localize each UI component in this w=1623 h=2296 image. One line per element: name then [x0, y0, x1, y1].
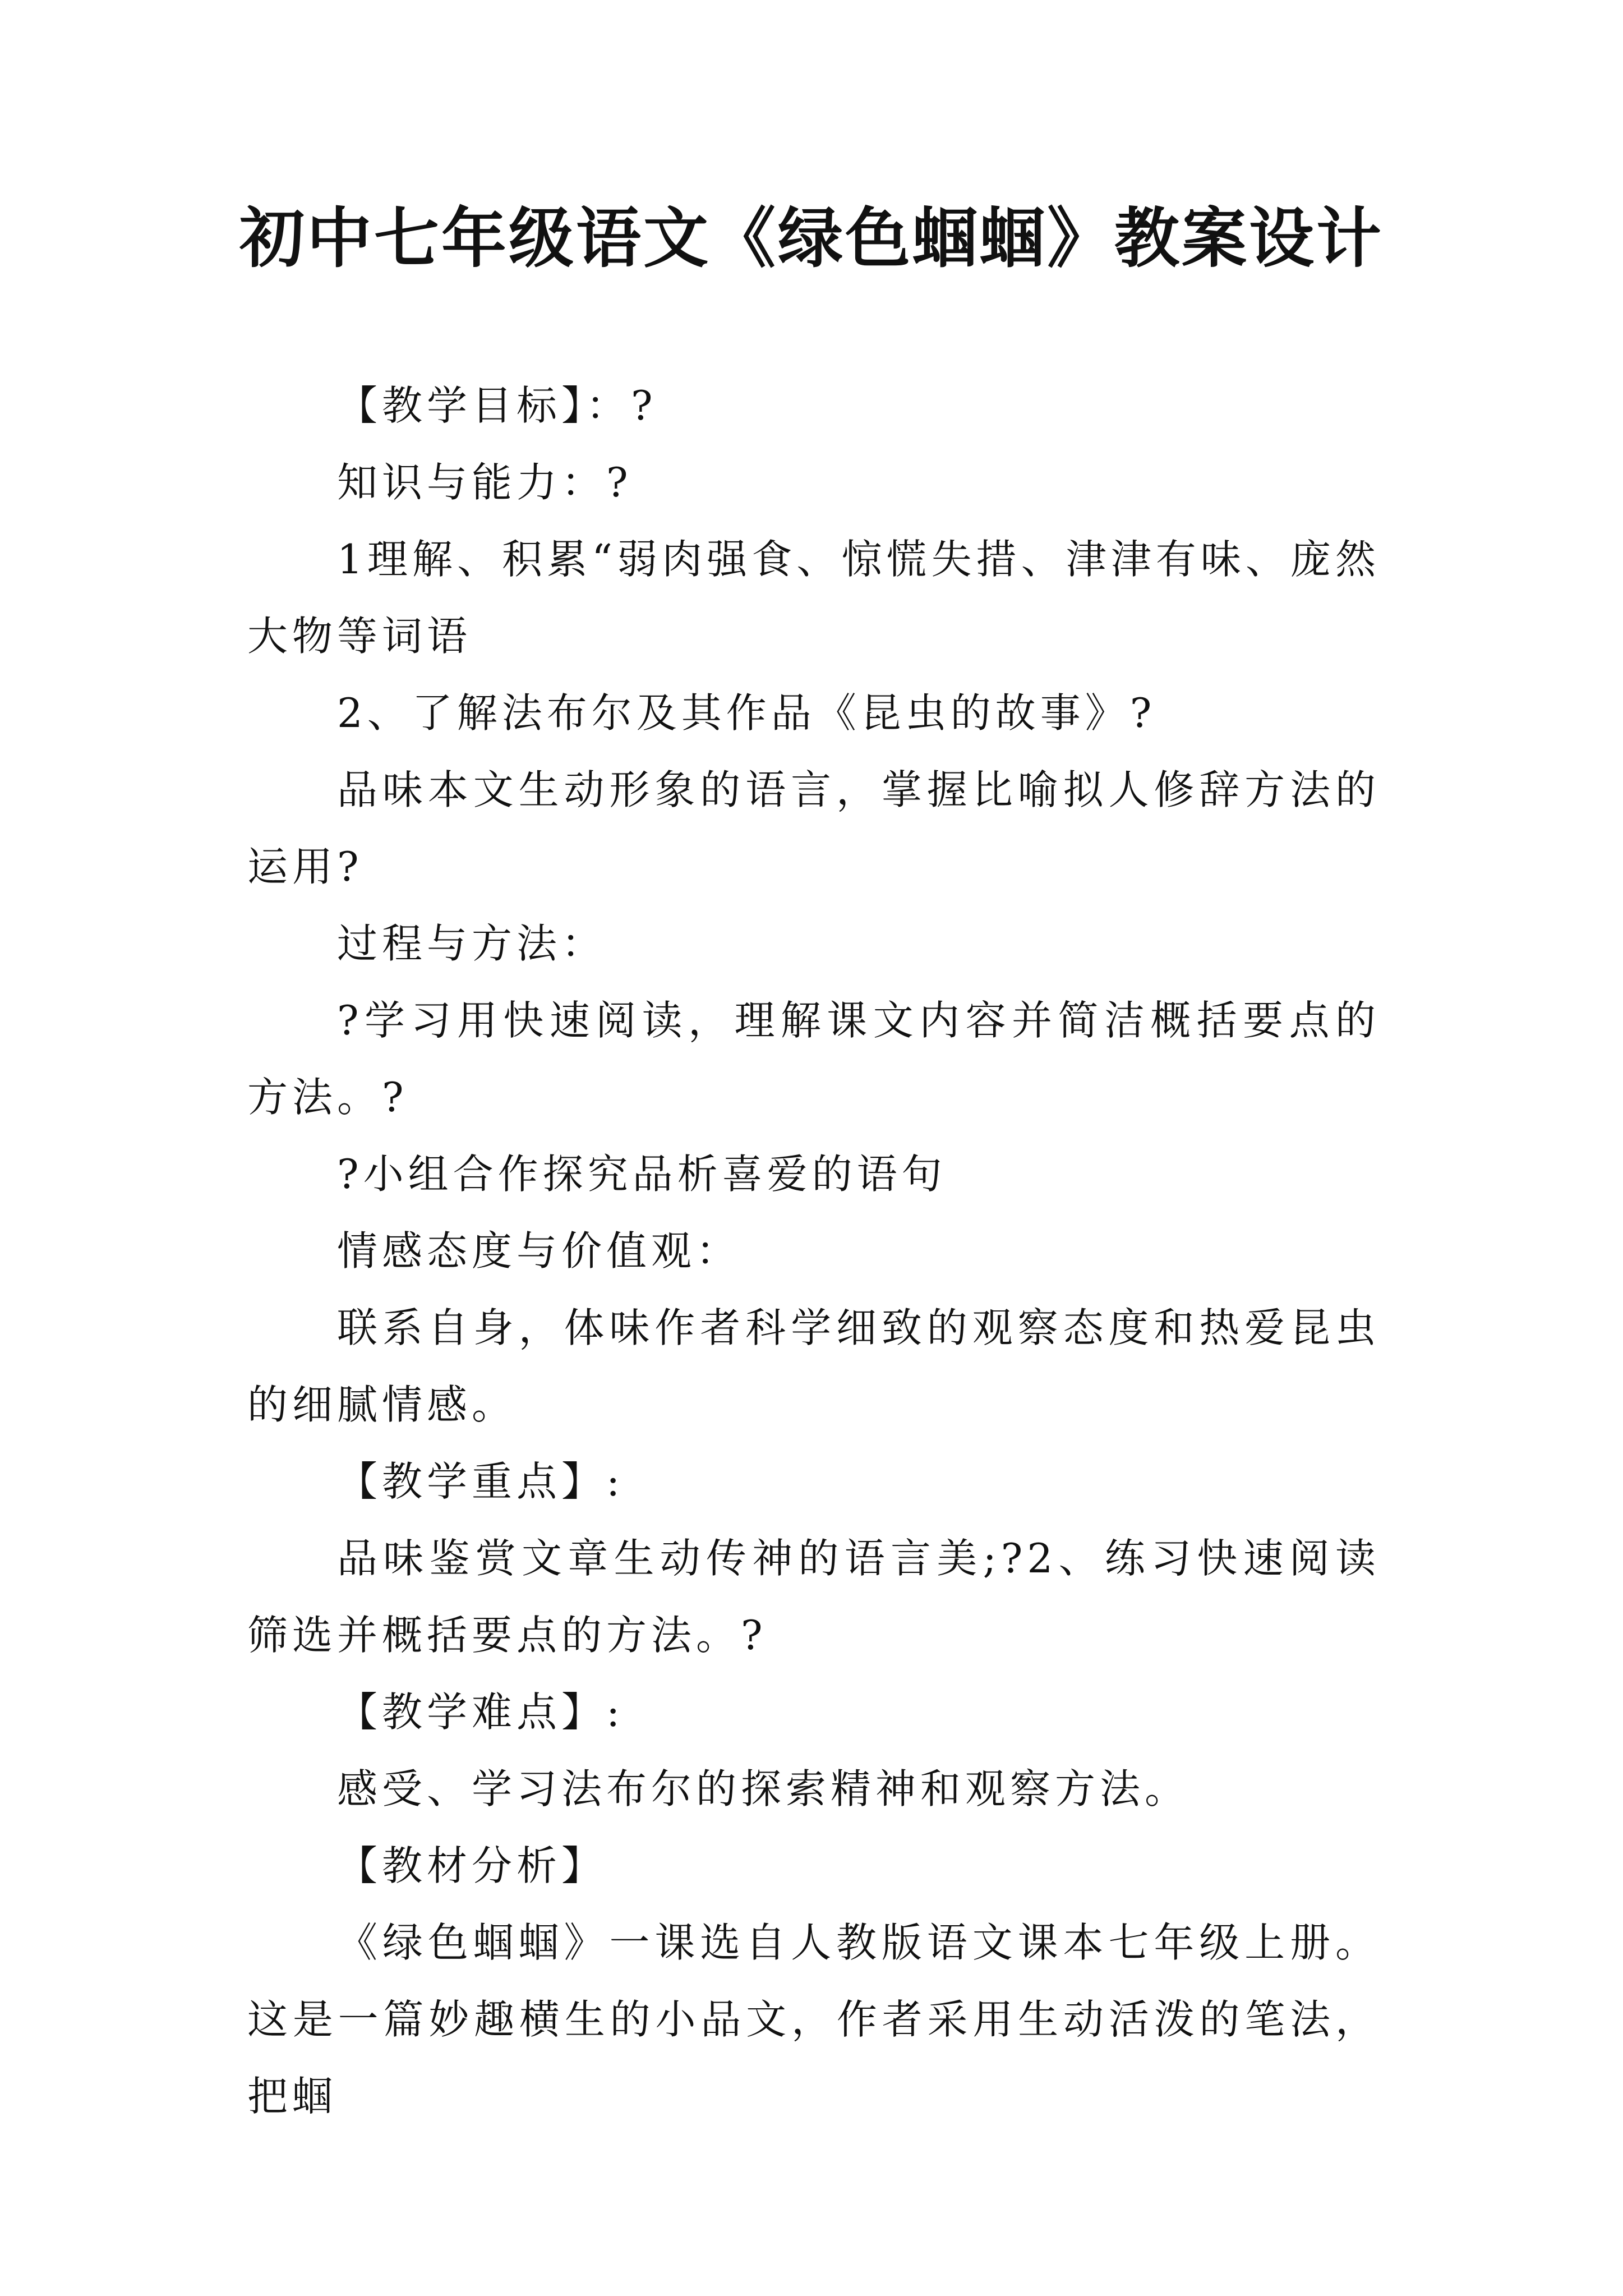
paragraph-fast-reading: ?学习用快速阅读，理解课文内容并简洁概括要点的方法。? — [247, 997, 1380, 1121]
paragraph-difficulty-content: 感受、学习法布尔的探索精神和观察方法。 — [337, 1765, 1190, 1812]
paragraph-self-connection: 联系自身，体味作者科学细致的观察态度和热爱昆虫的细腻情感。 — [247, 1304, 1380, 1428]
paragraph-material-analysis: 【教材分析】 — [337, 1842, 607, 1889]
paragraph-group-work: ?小组合作探究品析喜爱的语句 — [337, 1151, 947, 1198]
document-title: 初中七年级语文《绿色蝈蝈》教案设计 — [239, 200, 1384, 277]
paragraph-teaching-focus: 【教学重点】: — [337, 1458, 625, 1505]
paragraph-language-appreciation: 品味本文生动形象的语言，掌握比喻拟人修辞方法的运用? — [247, 766, 1380, 890]
paragraph-process-method: 过程与方法： — [337, 920, 607, 967]
paragraph-focus-content: 品味鉴赏文章生动传神的语言美;?2、练习快速阅读筛选并概括要点的方法。? — [247, 1535, 1380, 1659]
paragraph-item-2: 2、了解法布尔及其作品《昆虫的故事》? — [337, 689, 1156, 737]
paragraph-material-content: 《绿色蝈蝈》一课选自人教版语文课本七年级上册。这是一篇妙趣横生的小品文，作者采用生动活泼的笔法，把蝈 — [247, 1919, 1380, 2120]
paragraph-teaching-difficulty: 【教学难点】: — [337, 1688, 625, 1736]
paragraph-item-1: 1理解、积累“弱肉强食、惊慌失措、津津有味、庞然大物等词语 — [247, 536, 1380, 660]
document-body — [247, 367, 1380, 2135]
paragraph-knowledge-ability: 知识与能力：? — [337, 459, 633, 506]
paragraph-teaching-goals: 【教学目标】：? — [337, 382, 657, 429]
paragraph-emotion-values: 情感态度与价值观： — [337, 1227, 741, 1274]
